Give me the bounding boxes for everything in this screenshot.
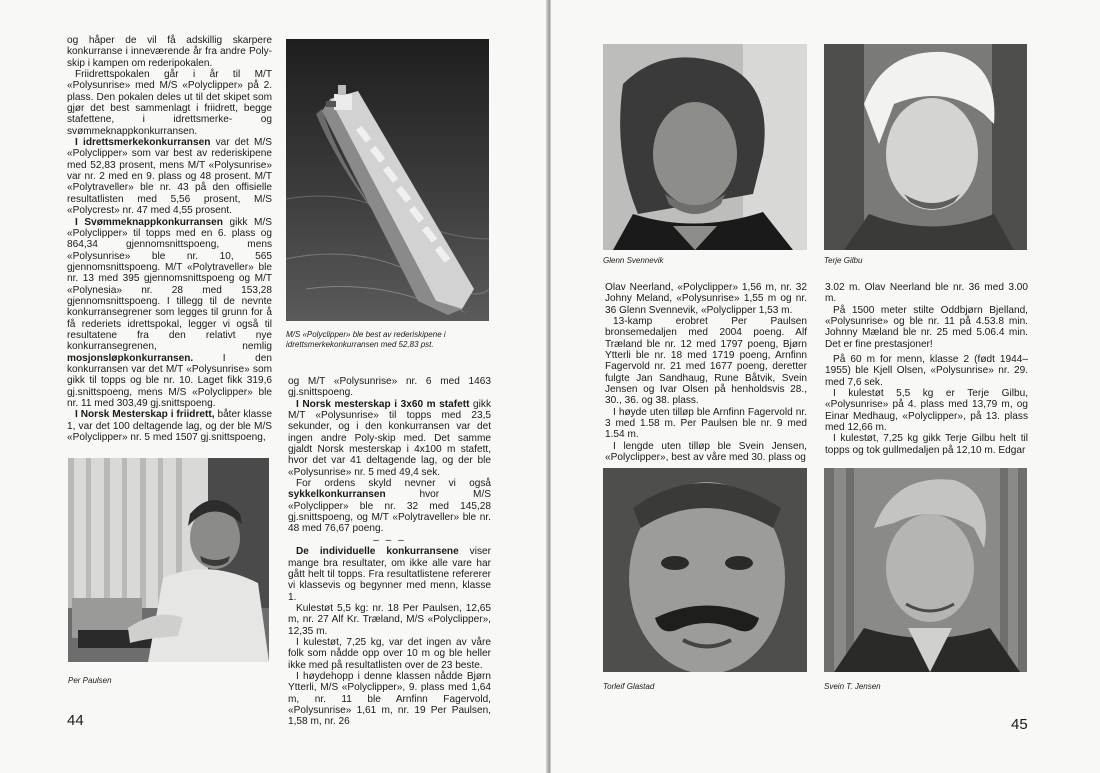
paragraph: 3.02 m. Olav Neerland ble nr. 36 med 3.00 m.: [825, 282, 1028, 305]
paragraph: I kulestøt 5,5 kg er Terje Gilbu, «Polysunrise» på 4. plass med 13,79 m, og Einar Medhaug, «Polyclipper», på 13. plass med 12,66 m.: [825, 388, 1028, 434]
paragraph: I lengde uten tilløp ble Svein Jensen, «Polyclipper», best av våre med 30. plass og: [605, 440, 807, 464]
bold-lead: I idrettsmerkekonkurransen: [75, 137, 211, 149]
terje-gilbu-photo: [824, 44, 1027, 250]
paragraph: Kulestøt 5,5 kg: nr. 18 Per Paulsen, 12,65 m, nr. 27 Alf Kr. Træland, M/S «Polyclipper», 12,35 m.: [288, 602, 491, 637]
glenn-svennevik-photo: [603, 44, 807, 250]
paragraph: og håper de vil få adskillig skarpere konkurranse i inneværende år fra andre Poly-skip i kampen om rederipokalen.: [67, 35, 272, 69]
glenn-svennevik-caption: Glenn Svennevik: [603, 256, 664, 265]
svein-jensen-caption: Svein T. Jensen: [824, 682, 881, 691]
bold-term: mosjonsløpkonkurransen.: [67, 352, 194, 364]
terje-gilbu-caption: Terje Gilbu: [824, 256, 863, 265]
bold-lead: I Norsk Mesterskap i friidrett,: [75, 409, 215, 421]
paragraph-text: gikk M/S «Polyclipper» til topps med en 6. plass og 864,34 gjennomsnittspoeng, mens «Polysunrise» ble nr. 10, 565 gjennomsnittspoeng. M/T «Polytraveller» ble nr. 13 med 395 gjennomsnittspoeng og M/T «Polynesia» nr. 28 med 153,28 gjennomsnittspoeng. I tillegg til de nevnte konkurransegrener som legges til grunn for å få rederiets idrettspokal, legger vi også til resultatene fra den relativt nye konkurransegrenen, nemlig: [67, 216, 272, 353]
svein-jensen-photo: [824, 468, 1027, 672]
paragraph: [67, 409, 272, 443]
paragraph: På 1500 meter stilte Oddbjørn Bjelland, «Polysunrise» og ble nr. 11 på 4.53.8 min. Johnny Mæland ble nr. 25 med 5.06.4 min. Det er fine prestasjoner!: [825, 304, 1028, 350]
paragraph: 13-kamp erobret Per Paulsen bronsemedaljen med 2004 poeng. Alf Træland ble nr. 12 med 1797 poeng, Bjørn Ytterli ble nr. 18 med 1719 poeng, Arnfinn Fagervold nr. 21 med 1677 poeng, deretter fulgte Jan Sandhaug, Rune Båtvik, Svein Jensen og Ivar Olsen på henholdsvis 28., 30., 36. og 38. plass.: [605, 316, 807, 407]
paragraph: [288, 399, 491, 478]
paragraph: [67, 217, 272, 410]
section-separator: – – –: [373, 534, 406, 546]
paragraph: På 60 m for menn, klasse 2 (født 1944–1955) ble Kjell Olsen, «Polysunrise» nr. 29. med 7,6 sek.: [825, 354, 1028, 388]
bold-lead: I Svømmeknappkonkurransen: [75, 216, 223, 228]
page-45: [551, 0, 1100, 773]
paragraph: Friidrettspokalen går i år til M/T «Polysunrise» med M/S «Polyclipper» på 2. plass. Den pokalen deles ut til det skipet som gjør det best sammenlagt i friidrett, begge stafettene, i idrettsmerke- og svømmeknappkonkurransen.: [67, 69, 272, 137]
torleif-glastad-photo: [603, 468, 807, 672]
ship-photo: [286, 39, 489, 321]
paragraph-text: var det M/S «Polyclipper» som var best av rederiskipene med 52,83 prosent, mens M/T «Polysunrise» var nr. 2 med en 9. plass og 48 prosent. M/T «Polytraveller» ble nr. 43 på den offisielle resultatlisten med 5,56 prosent, M/S «Polycrest» nr. 47 med 4,55 prosent.: [67, 137, 272, 217]
paragraph: I kulestøt, 7,25 kg, var det ingen av våre folk som nådde opp over 10 m og ble heller ikke med på resultatlisten over de 23 beste.: [288, 636, 491, 671]
page-number-right: 45: [1011, 716, 1028, 733]
paragraph: I høyde uten tilløp ble Arnfinn Fagervold nr. 3 med 1.58 m. Per Paulsen ble nr. 9 med 1.54 m.: [605, 406, 807, 441]
paragraph-text: hvor M/S «Polyclipper» ble nr. 32 med 145,28 gj.snittspoeng, og M/T «Polytraveller» ble nr. 48 med 76,67 poeng.: [288, 489, 491, 535]
paragraph-text: I den konkurransen var det M/T «Polysunrise» som gikk til topps og ble nr. 10. Laget fikk 319,6 gj.snittspoeng, mens M/S «Polyclipper» ble nr. 11 med 303,49 gj.snittspoeng.: [67, 352, 272, 409]
torleif-glastad-caption: Torleif Glastad: [603, 682, 655, 691]
ship-photo-caption: M/S «Polyclipper» ble best av rederiskipene i idrettsmerkekonkurransen med 52,83 pst.: [286, 330, 446, 349]
left-text-column-1: [67, 35, 272, 443]
paragraph-text: gikk M/T «Polysunrise» til topps med 23,5 sekunder, og i den konkurransen var det ingen andre Poly-skip med. Det samme gjaldt Norsk mesterskap i 4x100 m stafett, hvor det var 41 deltagende lag, og der ble «Polysunrise» nr. 5 med 49,4 sek.: [288, 398, 491, 478]
page-44: [0, 0, 549, 773]
paragraph: [288, 478, 491, 535]
page-number-left: 44: [67, 712, 84, 729]
left-text-column-2: [288, 376, 491, 728]
paragraph: og M/T «Polysunrise» nr. 6 med 1463 gj.snittspoeng.: [288, 376, 491, 399]
paragraph: I kulestøt, 7,25 kg gikk Terje Gilbu helt til topps og tok gullmedaljen på 12,10 m. Edgar: [825, 433, 1028, 456]
bold-lead: I Norsk mesterskap i 3x60 m stafett: [296, 398, 470, 410]
right-text-column-2: [825, 282, 1028, 456]
paragraph: I høydehopp i denne klassen nådde Bjørn Ytterli, M/S «Polyclipper», 9. plass med 1,64 m, nr. 11 ble Arnfinn Fagervold, «Polysunrise» 1,61 m, nr. 19 Per Paulsen, 1,58 m, nr. 26: [288, 670, 491, 728]
per-paulsen-photo: [68, 458, 269, 662]
paragraph: [288, 546, 491, 603]
paragraph-text: båter klasse 1, var det 100 deltagende lag, og der ble M/S «Polyclipper» nr. 5 med 1507 gj.snittspoeng,: [67, 409, 272, 444]
bold-lead: De individuelle konkurransene: [296, 546, 459, 558]
paragraph-text: viser mange bra resultater, om ikke alle vare har gått helt til topps. Fra resultatlistene refererer vi klassevis og begynner med menn, klasse 1.: [288, 546, 491, 603]
per-paulsen-caption: Per Paulsen: [68, 676, 112, 685]
right-text-column-1: [605, 282, 807, 464]
bold-term: sykkelkonkurransen: [288, 489, 386, 501]
paragraph: Olav Neerland, «Polyclipper» 1,56 m, nr. 32 Johny Meland, «Polysunrise» 1,55 m og nr. 36 Glenn Svennevik, «Polyclipper 1,53 m.: [605, 282, 807, 316]
paragraph: [67, 137, 272, 216]
paragraph-text: For ordens skyld nevner vi også: [296, 478, 491, 490]
